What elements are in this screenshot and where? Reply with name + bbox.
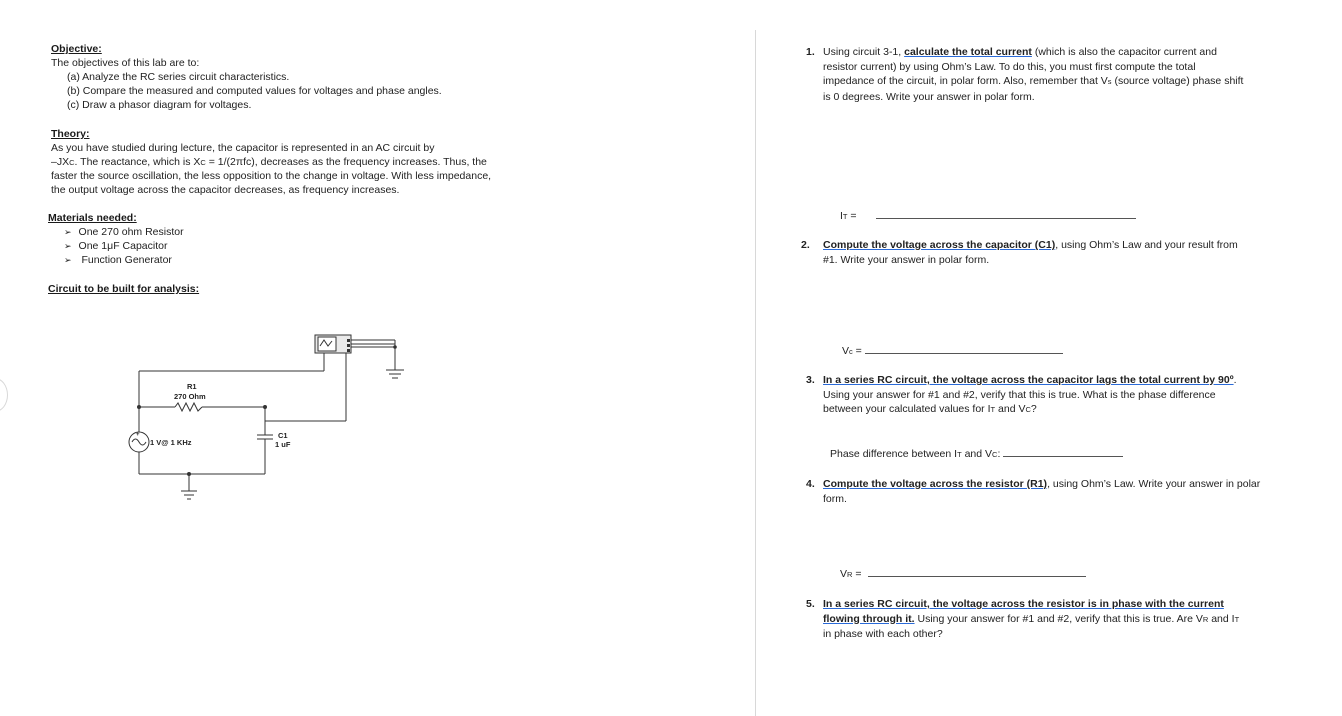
- page-divider: [755, 30, 756, 716]
- q4-number: 4.: [806, 478, 815, 490]
- page-edge-decoration: [0, 378, 8, 412]
- c1-name: C1: [278, 431, 288, 440]
- c1-value: 1 uF: [275, 440, 291, 449]
- q1-number: 1.: [806, 46, 815, 58]
- junction-ground: [187, 472, 191, 476]
- q2-number: 2.: [801, 239, 810, 251]
- objective-heading: Objective:: [51, 43, 102, 55]
- objective-item-a: (a) Analyze the RC series circuit characteristics.: [67, 71, 290, 83]
- q4-text: Compute the voltage across the resistor (R1), using Ohm’s Law. Write your answer in polar form.: [823, 478, 1261, 505]
- resistor-r1: [175, 403, 202, 411]
- material-item-generator: ➢ Function Generator: [64, 253, 172, 267]
- ac-source-wave: [132, 439, 146, 445]
- r1-value: 270 Ohm: [174, 392, 206, 401]
- svg-text:+: +: [136, 432, 140, 438]
- q4-answer: VR =: [840, 567, 1086, 582]
- r1-name: R1: [187, 382, 197, 391]
- scope-terminal-2: [347, 344, 350, 347]
- source-label: 1 V@ 1 KHz: [150, 438, 192, 447]
- q5-number: 5.: [806, 598, 815, 610]
- theory-line-2: –JXC. The reactance, which is XC = 1/(2πfc), decreases as the frequency increases. Thus, the: [51, 156, 487, 168]
- q1-answer-blank[interactable]: [876, 209, 1136, 219]
- q1-answer: IT =: [840, 209, 1136, 224]
- theory-heading: Theory:: [51, 128, 90, 140]
- q5-text: In a series RC circuit, the voltage across the resistor is in phase with the current flowing through it. Using your answer for #1 and #2, verify that this is true. Are VR and IT in phase with each other?: [823, 598, 1240, 640]
- q2-answer: Vc =: [842, 344, 1063, 359]
- junction-cap: [263, 405, 267, 409]
- q3-answer: Phase difference between IT and VC:: [830, 447, 1123, 462]
- scope-terminal-3: [347, 349, 350, 352]
- materials-heading: Materials needed:: [48, 212, 137, 224]
- junction-scope: [393, 345, 397, 349]
- q2-text: Compute the voltage across the capacitor (C1), using Ohm’s Law and your result from #1. Write your answer in polar form.: [823, 239, 1238, 266]
- q3-number: 3.: [806, 374, 815, 386]
- junction-left: [137, 405, 141, 409]
- objective-item-b: (b) Compare the measured and computed values for voltages and phase angles.: [67, 85, 442, 97]
- theory-line-1: As you have studied during lecture, the capacitor is represented in an AC circuit by: [51, 142, 435, 154]
- objective-intro: The objectives of this lab are to:: [51, 57, 200, 69]
- objective-item-c: (c) Draw a phasor diagram for voltages.: [67, 99, 252, 111]
- q3-answer-blank[interactable]: [1003, 447, 1123, 457]
- material-item-capacitor: ➢ One 1μF Capacitor: [64, 239, 167, 253]
- q2-answer-blank[interactable]: [865, 344, 1063, 354]
- scope-terminal-1: [347, 339, 350, 342]
- q1-text: Using circuit 3-1, calculate the total current (which is also the capacitor current and resistor current) by using Ohm’s Law. To do this, you must first compute the total impedance of the circuit, in polar form. Also, remember that Vs (source voltage) phase shift is 0 degrees. Write your answer in polar form.: [823, 46, 1244, 103]
- circuit-heading: Circuit to be built for analysis:: [48, 283, 200, 295]
- theory-line-4: the output voltage across the capacitor decreases, as frequency increases.: [51, 184, 400, 196]
- material-item-resistor: ➢ One 270 ohm Resistor: [64, 225, 184, 239]
- rc-circuit-diagram: [120, 325, 420, 510]
- theory-line-3: faster the source oscillation, the less opposition to the change in voltage. With less impedance,: [51, 170, 492, 182]
- q3-text: In a series RC circuit, the voltage across the capacitor lags the total current by 90º. Using your answer for #1 and #2, verify that this is true. What is the phase difference between your calculated values for IT and VC?: [823, 374, 1237, 415]
- q4-answer-blank[interactable]: [868, 567, 1086, 577]
